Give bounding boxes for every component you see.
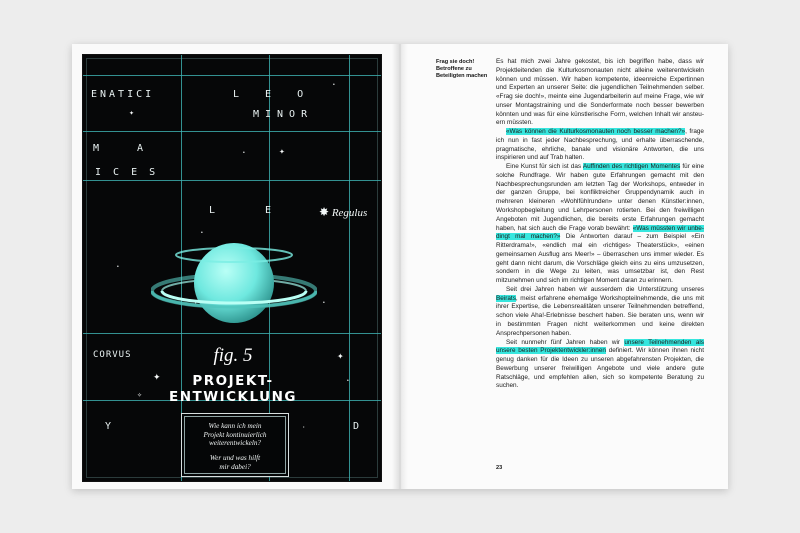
- margin-note-line: Betroffene zu: [436, 66, 472, 73]
- question-line: weiterentwickeln?: [208, 439, 262, 447]
- body-paragraph: [496, 163, 704, 286]
- paragraph-text: Es hat mich zwei Jahre gekostet, bis ich begriffen habe, dass wir Projektleitenden die Kulturkosmonauten nicht alleine weiterentwickeln können und müssen. Wir haben kompetente, ideenreiche Expertinnen und Experten an unserer Seite: die jugendlichen Teilnehmenden selber. «Frag sie doch!», meinte eine Jugendarbeiterin auf meine Frage, wie wir unser Montagstraining und die Sonderformate noch besser bewerben könnten und was für eine künstlerische Form, welchen Inhalt wir ansteuern müssten.: [496, 58, 704, 127]
- star-icon: ✦: [129, 111, 135, 117]
- constellation-label: I C E S: [95, 167, 159, 178]
- constellation-label: D: [353, 421, 363, 432]
- paragraph-text: Eine Kunst für sich ist das: [506, 163, 583, 171]
- constellation-label: ENATICI: [91, 89, 155, 100]
- poster-title-line: ENTWICKLUNG: [169, 389, 297, 405]
- paragraph-text: Die Antworten darauf – zum Beispiel «Ein Ritterdrama!», «endlich mal ein ‹richtiges› Theaterstück», «einen gemeinsamen Ausflug ans Meer!» – überraschen uns immer wieder. Es geht dann nicht darum, die Vorschläge gleich eins zu eins umzusetzen, sondern in die Wege zu leiten, was umsetzbar ist, den Rest mitzunehmen und sich im richtigen Moment daran zu erinnern.: [496, 233, 704, 285]
- margin-note-line: Frag sie doch!: [436, 59, 475, 65]
- question-1: [182, 422, 288, 448]
- question-line: Wer und was hilft: [209, 454, 261, 462]
- constellation-label: M A: [93, 143, 160, 154]
- star-icon: ✦: [279, 149, 285, 156]
- grid-line: [349, 55, 350, 482]
- page-number: 23: [496, 465, 503, 471]
- star-icon: •: [333, 82, 335, 88]
- body-paragraph: [496, 339, 704, 392]
- paragraph-text: , meist erfahrene ehemalige Workshopteilnehmende, die uns mit ihrer Expertise, die Lebensrealitäten unserer Teilnehmenden betreffend, schon viele Aha!-Erlebnisse beschert haben. Sie beraten uns, wenn wir in bestimmten Fragen nicht weiterkommen und keine direkten Ansprechpersonen haben.: [496, 294, 704, 337]
- highlighted-text: unsere Teilnehmenden als unsere besten Projektentwickler:innen: [496, 338, 704, 355]
- body-paragraph: [496, 286, 704, 339]
- paragraph-text: , frage ich nun in fast jeder Nachbesprechung, und erhalte überraschende, pragmatische, ehrliche, banale und visionäre Antworten, die uns inspirieren und auf Trab halten.: [496, 128, 704, 162]
- highlighted-text: Auffinden des richtigen Momentes: [582, 163, 681, 171]
- regulus-text: Regulus: [331, 207, 368, 219]
- grid-line: [83, 131, 382, 132]
- star-icon: •: [347, 378, 349, 384]
- grid-line: [83, 75, 382, 76]
- paragraph-text: definiert. Wir können ihnen nicht genug danken für die Ideen zu unseren abgefahrensten Projekten, die Bewerbung unserer freiwilligen Angebote und viele andere gute Ratschläge, und empfehlen allen, sich so kompetente Beratung zu suchen.: [496, 347, 704, 390]
- question-2: [182, 454, 288, 471]
- body-paragraph: [496, 58, 704, 128]
- margin-note: [436, 59, 494, 81]
- body-paragraph: [496, 128, 704, 163]
- star-icon: •: [201, 230, 203, 236]
- star-icon: •: [117, 264, 119, 270]
- constellation-label: L E O: [233, 89, 314, 100]
- star-icon: •: [323, 300, 325, 306]
- regulus-star-icon: ✸: [319, 205, 330, 219]
- highlighted-text: Beirats: [496, 294, 516, 302]
- figure-label: fig. 5: [213, 345, 253, 366]
- margin-note-line: Beteiligten machen: [436, 73, 488, 80]
- book-gutter: [392, 44, 408, 489]
- star-icon: •: [243, 150, 245, 156]
- highlighted-text: «Was müssten wir unbedingt mal machen?»: [496, 224, 704, 241]
- star-icon: •: [303, 424, 305, 429]
- question-line: Projekt kontinuierlich: [203, 430, 267, 439]
- constellation-label: MINOR: [253, 109, 314, 120]
- question-caption-box: [181, 413, 289, 477]
- grid-line: [83, 180, 382, 181]
- poster-title-line: PROJEKT-: [192, 373, 274, 389]
- constellation-label: E: [265, 205, 275, 216]
- paragraph-text: Seit nunmehr fünf Jahren haben wir: [506, 338, 625, 346]
- poster-title: [83, 373, 382, 405]
- body-text: [496, 58, 704, 391]
- constellation-label: Y: [105, 421, 115, 432]
- star-icon: •: [195, 300, 197, 305]
- star-icon: ✧: [137, 393, 143, 399]
- highlighted-text: «Was können die Kulturkosmonauten noch besser machen?»: [506, 128, 686, 136]
- star-icon: ✦: [153, 372, 161, 382]
- constellation-label: CORVUS: [93, 350, 132, 360]
- paragraph-text: Seit drei Jahren haben wir ausserdem die Unterstützung unseres: [506, 285, 704, 293]
- question-line: mir dabei?: [219, 462, 251, 471]
- regulus-label: [319, 205, 367, 220]
- question-line: Wie kann ich mein: [208, 422, 262, 430]
- star-map-illustration: [82, 54, 382, 482]
- star-icon: ✦: [337, 352, 344, 361]
- constellation-label: L: [209, 205, 219, 216]
- ringed-planet-icon: [151, 231, 317, 341]
- paragraph-text: für eine solche Rundfrage. Wir haben gute Erfahrungen gemacht mit den Nachbesprechungsrunden am letzten Tag der Workshops, entweder in der ganzen Gruppe, bei konfliktreicher Gruppendynamik auch in mehreren kleineren «Wohlfühlrunden» unter denen Künstler:innen, Workshopbegleitung und Lehrpersonen rotierten. Bei den freiwilligen Angeboten mit Jugendlichen, die bereits erste Erfahrungen gemacht haben, hat sich auch die Frage vorab bewährt:: [496, 163, 704, 232]
